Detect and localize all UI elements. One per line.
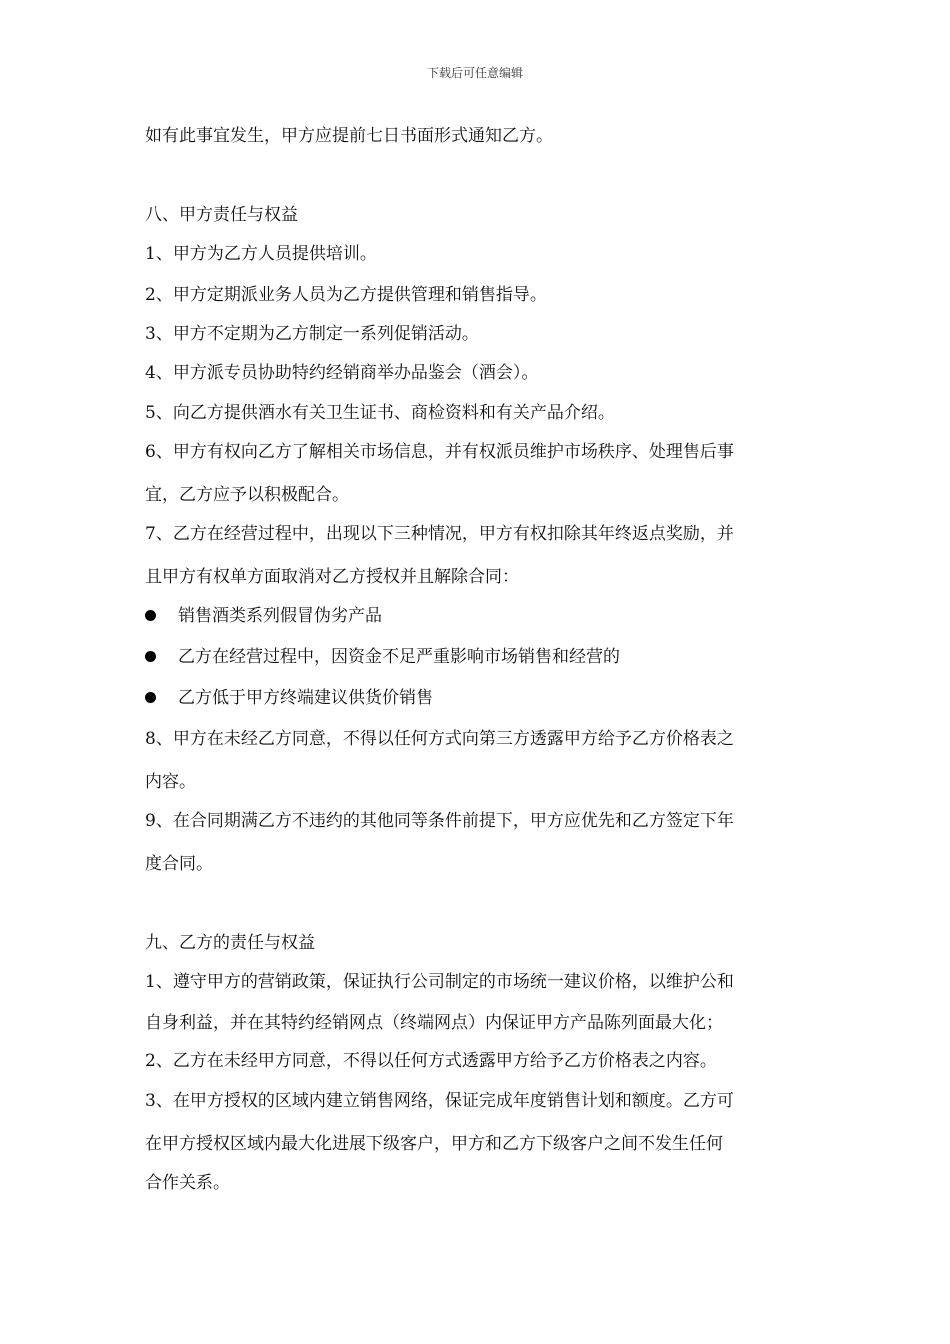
- bullet-text: 乙方在经营过程中，因资金不足严重影响市场销售和经营的: [178, 647, 620, 667]
- paragraph-line: 如有此事宜发生，甲方应提前七日书面形式通知乙方。: [145, 126, 553, 146]
- paragraph-line: 4、甲方派专员协助特约经销商举办品鉴会（酒会）。: [145, 363, 539, 383]
- paragraph-line: 6、甲方有权向乙方了解相关市场信息，并有权派员维护市场秩序、处理售后事: [145, 442, 734, 462]
- paragraph-line: 且甲方有权单方面取消对乙方授权并且解除合同：: [145, 567, 519, 587]
- section-heading: 八、甲方责任与权益: [145, 205, 298, 225]
- paragraph-line: 5、向乙方提供酒水有关卫生证书、商检资料和有关产品介绍。: [145, 403, 615, 423]
- paragraph-line: 度合同。: [145, 854, 213, 874]
- paragraph-line: 宜，乙方应予以积极配合。: [145, 485, 349, 505]
- paragraph-line: 1、遵守甲方的营销政策，保证执行公司制定的市场统一建议价格，以维护公和: [145, 972, 734, 992]
- paragraph-line: 3、甲方不定期为乙方制定一系列促销活动。: [145, 324, 479, 344]
- paragraph-line: 1、甲方为乙方人员提供培训。: [145, 244, 377, 264]
- bullet-icon: [145, 692, 156, 703]
- bullet-icon: [145, 610, 156, 621]
- paragraph-line: 内容。: [145, 772, 196, 792]
- bullet-item: [145, 686, 825, 710]
- paragraph-line: 2、乙方在未经甲方同意，不得以任何方式透露甲方给予乙方价格表之内容。: [145, 1051, 717, 1071]
- page-header: 下载后可任意编辑: [426, 66, 523, 80]
- bullet-icon: [145, 651, 156, 662]
- paragraph-line: 8、甲方在未经乙方同意，不得以任何方式向第三方透露甲方给予乙方价格表之: [145, 729, 734, 749]
- paragraph-line: 自身利益，并在其特约经销网点（终端网点）内保证甲方产品陈列面最大化；: [145, 1013, 723, 1033]
- paragraph-line: 3、在甲方授权的区域内建立销售网络，保证完成年度销售计划和额度。乙方可: [145, 1091, 734, 1111]
- bullet-text: 乙方低于甲方终端建议供货价销售: [178, 688, 433, 708]
- bullet-text: 销售酒类系列假冒伪劣产品: [178, 606, 382, 626]
- paragraph-line: 9、在合同期满乙方不违约的其他同等条件前提下，甲方应优先和乙方签定下年: [145, 811, 734, 831]
- paragraph-line: 合作关系。: [145, 1173, 230, 1193]
- bullet-item: [145, 604, 825, 628]
- section-heading: 九、乙方的责任与权益: [145, 933, 315, 953]
- paragraph-line: 在甲方授权区域内最大化进展下级客户，甲方和乙方下级客户之间不发生任何: [145, 1134, 723, 1154]
- bullet-item: [145, 645, 825, 669]
- paragraph-line: 2、甲方定期派业务人员为乙方提供管理和销售指导。: [145, 285, 547, 305]
- paragraph-line: 7、乙方在经营过程中，出现以下三种情况，甲方有权扣除其年终返点奖励，并: [145, 524, 734, 544]
